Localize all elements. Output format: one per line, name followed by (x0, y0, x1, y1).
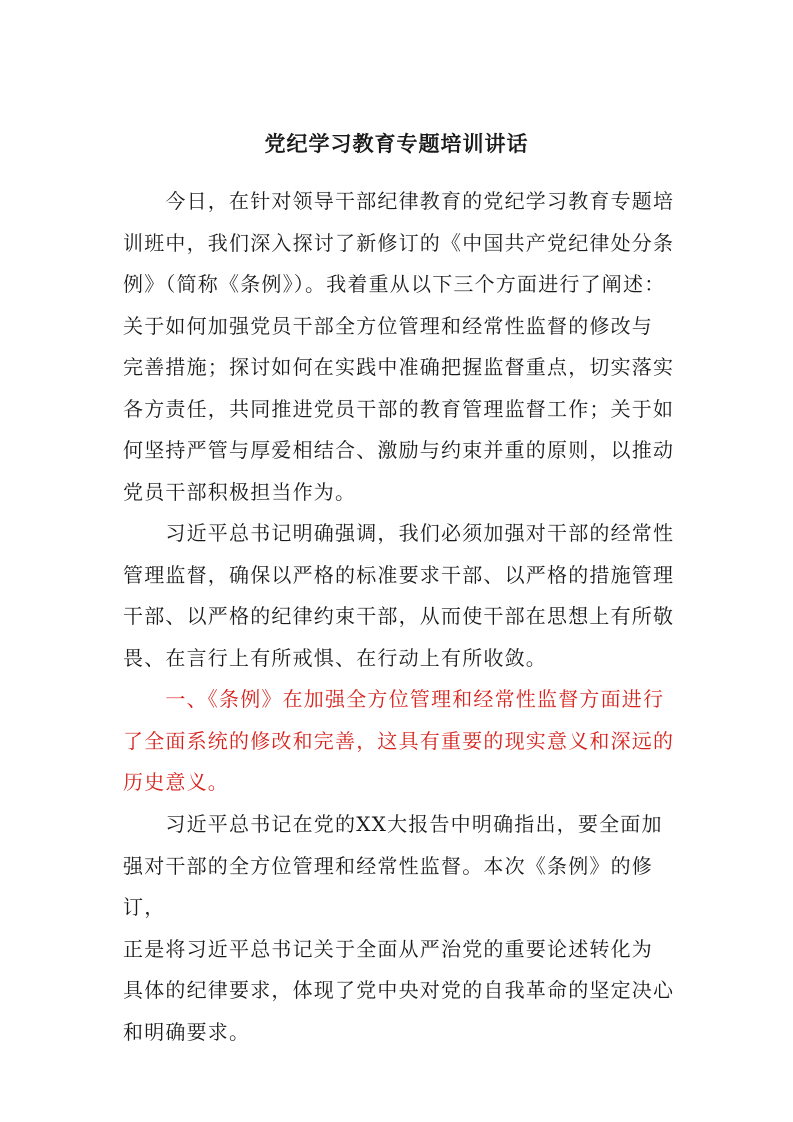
paragraph-xx-report: 习近平总书记在党的XX大报告中明确指出，要全面加 强对干部的全方位管理和经常性监督。本次《条例》的修订， 正是将习近平总书记关于全面从严治党的重要论述转化为 具体的纪律要求，体现了党中央对党的自我革命的坚定决心 和明确要求。 (123, 812, 675, 1044)
section-heading-one: 一、《条例》在加强全方位管理和经常性监督方面进行 了全面系统的修改和完善，这具有重要的现实意义和深远的 历史意义。 (123, 687, 675, 794)
document-title: 党纪学习教育专题培训讲话 (264, 131, 529, 156)
paragraph-intro: 今日，在针对领导干部纪律教育的党纪学习教育专题培 训班中，我们深入探讨了新修订的《中国共产党纪律处分条 例》（简称《条例》）。我着重从以下三个方面进行了阐述： 关于如何加强党员干部全方位管理和经常性监督的修改与 完善措施；探讨如何在实践中准确把握监督重点，切实落实 各方责任，共同推进党员干部的教育管理监督工作；关于如 何坚持严管与厚爱相结合、激励与约束并重的原则，以推动 党员干部积极担当作为。 (123, 189, 675, 504)
paragraph-xi-emphasis: 习近平总书记明确强调，我们必须加强对干部的经常性 管理监督，确保以严格的标准要求干部、以严格的措施管理 干部、以严格的纪律约束干部，从而使干部在思想上有所敬 畏、在言行上有所戒惧、在行动上有所收敛。 (123, 521, 675, 670)
